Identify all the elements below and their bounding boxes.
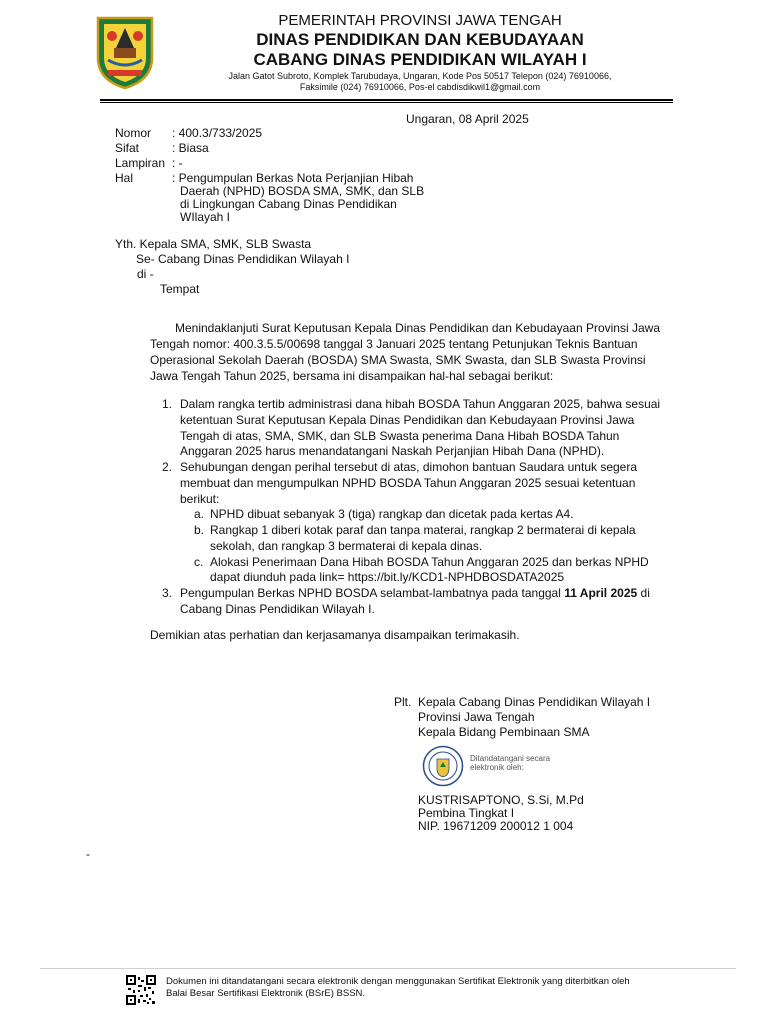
list-number: 2. bbox=[162, 460, 173, 474]
item3-line bbox=[180, 585, 650, 601]
signer-name: KUSTRISAPTONO, S.Si, M.Pd bbox=[418, 793, 584, 807]
letterhead-government: PEMERINTAH PROVINSI JAWA TENGAH bbox=[278, 12, 562, 29]
deadline-date: 11 April 2025 bbox=[564, 586, 638, 600]
sifat-value: : Biasa bbox=[172, 141, 209, 155]
lampiran-value: : - bbox=[172, 156, 183, 170]
sub-b-line: Rangkap 1 diberi kotak paraf dan tanpa materai, rangkap 2 bermaterai di kepala bbox=[210, 523, 636, 537]
stray-mark: - bbox=[86, 847, 90, 861]
sifat-label: Sifat bbox=[115, 141, 140, 155]
nomor-label: Nomor bbox=[115, 126, 152, 140]
intro-line: Menindaklanjuti Surat Keputusan Kepala Dinas Pendidikan dan Kebudayaan Provinsi Jawa bbox=[175, 321, 660, 335]
intro-line: Jawa Tengah Tahun 2025, bersama ini disampaikan hal-hal sebagai berikut: bbox=[150, 369, 554, 383]
letterhead-agency: DINAS PENDIDIKAN DAN KEBUDAYAAN bbox=[256, 30, 584, 49]
list-number: 1. bbox=[162, 397, 173, 411]
sub-c-line: dapat diunduh pada link= https://bit.ly/KCD1-NPHDBOSDATA2025 bbox=[210, 570, 565, 584]
item3-text: Pengumpulan Berkas NPHD BOSDA selambat-lambatnya pada tanggal bbox=[180, 586, 561, 600]
letterhead-contact: Faksimile (024) 76910066, Pos-el cabdisdikwil1@gmail.com bbox=[299, 82, 541, 92]
closing-sentence: Demikian atas perhatian dan kerjasamanya disampaikan terimakasih. bbox=[150, 628, 520, 642]
qr-code-icon bbox=[126, 975, 156, 1005]
item3-text-end: di bbox=[640, 586, 650, 600]
hal-line: Daerah (NPHD) BOSDA SMA, SMK, dan SLB bbox=[180, 184, 425, 198]
list-number: 3. bbox=[162, 586, 173, 600]
nomor-value: : 400.3/733/2025 bbox=[172, 126, 263, 140]
recipient-line: Se- Cabang Dinas Pendidikan Wilayah I bbox=[136, 252, 350, 266]
item1-line: ketentuan Surat Keputusan Kepala Dinas Pendidikan dan Kebudayaan Provinsi Jawa bbox=[180, 413, 635, 427]
signature-plt: Plt. bbox=[394, 695, 412, 709]
recipient-line: di - bbox=[137, 267, 154, 281]
letterhead-rule-thin bbox=[100, 102, 673, 103]
footer-note: Dokumen ini ditandatangani secara elektronik dengan menggunakan Sertifikat Elektronik yang diterbitkan oleh bbox=[166, 976, 630, 987]
esign-note: Ditandatangani secara bbox=[470, 754, 551, 763]
item2-line: berikut: bbox=[180, 492, 220, 506]
signature-title: Kepala Cabang Dinas Pendidikan Wilayah I bbox=[418, 695, 651, 709]
intro-line: Tengah nomor: 400.3.5.5/00698 tanggal 3 Januari 2025 tentang Petunjukan Teknis Bantuan bbox=[150, 337, 638, 351]
sub-letter: b. bbox=[194, 523, 205, 537]
lampiran-label: Lampiran bbox=[115, 156, 166, 170]
item2-line: membuat dan mengumpulkan NPHD BOSDA Tahun Anggaran 2025 sesuai ketentuan bbox=[180, 476, 636, 490]
footer-note: Balai Besar Sertifikasi Elektronik (BSrE) BSSN. bbox=[166, 988, 366, 999]
item2-line: Sehubungan dengan perihal tersebut di atas, dimohon bantuan Saudara untuk segera bbox=[180, 460, 638, 474]
item1-line: Dalam rangka tertib administrasi dana hibah BOSDA Tahun Anggaran 2025, bahwa sesuai bbox=[180, 397, 661, 411]
sub-b-line: sekolah, dan rangkap 3 bermaterai di kepala dinas. bbox=[210, 539, 483, 553]
recipient-line: Tempat bbox=[160, 282, 200, 296]
hal-line: di Lingkungan Cabang Dinas Pendidikan bbox=[180, 197, 397, 211]
item1-line: Tengah di atas, SMA, SMK, dan SLB Swasta penerima Dana Hibah BOSDA Tahun bbox=[180, 429, 620, 443]
hal-line: WIlayah I bbox=[180, 210, 231, 224]
letterhead-branch: CABANG DINAS PENDIDIKAN WILAYAH I bbox=[253, 50, 587, 69]
letterhead-address: Jalan Gatot Subroto, Komplek Tarubudaya, Ungaran, Kode Pos 50517 Telepon (024) 76910066, bbox=[228, 71, 612, 81]
signature-title: Kepala Bidang Pembinaan SMA bbox=[418, 725, 590, 739]
recipient-line: Yth. Kepala SMA, SMK, SLB Swasta bbox=[115, 237, 312, 251]
signer-rank: Pembina Tingkat I bbox=[418, 806, 515, 820]
sub-c-line: Alokasi Penerimaan Dana Hibah BOSDA Tahun Anggaran 2025 dan berkas NPHD bbox=[210, 555, 649, 569]
signature-title: Provinsi Jawa Tengah bbox=[418, 710, 535, 724]
sub-letter: c. bbox=[194, 555, 204, 569]
hal-line: : Pengumpulan Berkas Nota Perjanjian Hibah bbox=[172, 171, 414, 185]
footer-rule bbox=[40, 968, 736, 969]
sub-letter: a. bbox=[194, 507, 205, 521]
signer-nip: NIP. 19671209 200012 1 004 bbox=[418, 819, 574, 833]
hal-label: Hal bbox=[115, 171, 134, 185]
item1-line: Anggaran 2025 harus menandatangani Naskah Perjanjian Hibah Dana (NPHD). bbox=[180, 444, 605, 458]
province-coat-of-arms-logo bbox=[90, 14, 160, 90]
intro-line: Operasional Sekolah Daerah (BOSDA) SMA Swasta, SMK Swasta, dan SLB Swasta Provinsi bbox=[150, 353, 646, 367]
sub-a-line: NPHD dibuat sebanyak 3 (tiga) rangkap dan dicetak pada kertas A4. bbox=[210, 507, 574, 521]
place-date: Ungaran, 08 April 2025 bbox=[406, 112, 529, 126]
item3-line: Cabang Dinas Pendidikan Wilayah I. bbox=[180, 602, 375, 616]
letterhead-rule bbox=[100, 99, 673, 101]
electronic-signature-seal-icon bbox=[422, 745, 464, 787]
esign-note: elektronik oleh: bbox=[470, 763, 524, 772]
